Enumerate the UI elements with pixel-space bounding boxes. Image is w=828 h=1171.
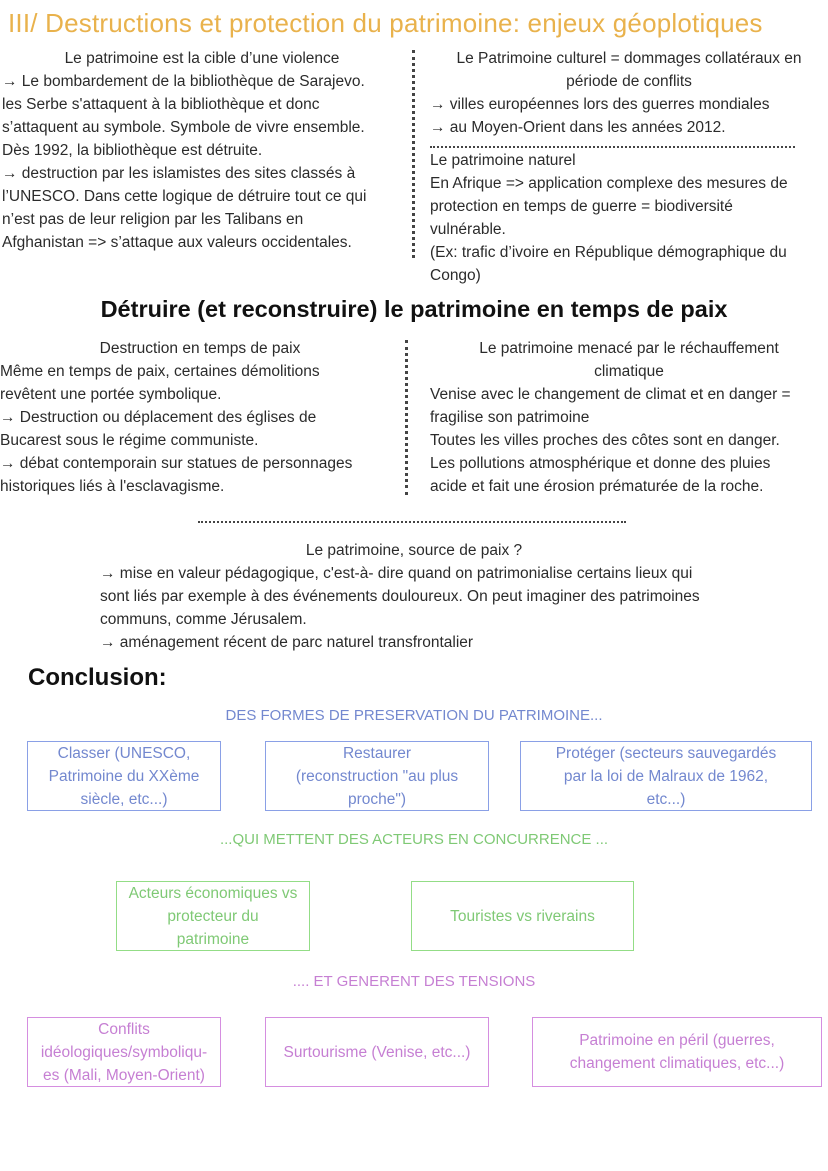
text-line: vulnérable. (430, 221, 506, 238)
text-line: Congo) (430, 267, 481, 284)
box-line: Protéger (secteurs sauvegardés (555, 744, 777, 762)
peace-destruction-column (0, 337, 400, 498)
text-line: (Ex: trafic d’ivoire en République démographique du (430, 244, 787, 261)
text-line: En Afrique => application complexe des mesures de (430, 175, 788, 192)
text-line: → au Moyen-Orient dans les années 2012. (430, 119, 726, 136)
box-line: Restaurer (342, 744, 412, 762)
peace-destruction-heading: Destruction en temps de paix (99, 340, 301, 357)
text-line: protection en temps de guerre = biodiversité (430, 198, 733, 215)
violence-heading: Le patrimoine est la cible d’une violence (64, 50, 340, 67)
box-line: Patrimoine en péril (guerres, (579, 1032, 775, 1049)
natural-heading: Le patrimoine naturel (430, 152, 576, 169)
box-line: es (Mali, Moyen-Orient) (43, 1066, 205, 1084)
section-heading: Détruire (et reconstruire) le patrimoine en temps de paix (100, 296, 728, 322)
text-line: communs, comme Jérusalem. (100, 611, 307, 628)
preservation-title: DES FORMES DE PRESERVATION DU PATRIMOINE... (225, 707, 603, 724)
text-line: l’UNESCO. Dans cette logique de détruire tout ce qui (2, 188, 367, 205)
text-line: → débat contemporain sur statues de personnages (0, 455, 353, 472)
peace-body (100, 562, 820, 654)
box-line: etc...) (646, 790, 686, 808)
cultural-heritage-column (430, 47, 828, 139)
box-line: Surtourisme (Venise, etc...) (283, 1043, 471, 1061)
cultural-heading-2: période de conflits (566, 73, 692, 90)
divider-line (430, 146, 795, 148)
text-line: Dès 1992, la bibliothèque est détruite. (2, 142, 263, 159)
text-line: → Destruction ou déplacement des églises de (0, 409, 317, 426)
text-line: Toutes les villes proches des côtes sont en danger. (430, 432, 780, 449)
box-line: Touristes vs riverains (450, 907, 595, 925)
box-surtourisme (265, 1017, 489, 1087)
text-line: fragilise son patrimoine (430, 409, 590, 426)
box-line: idéologiques/symboliqu- (40, 1043, 208, 1061)
page-title: III/ Destructions et protection du patrimoine: enjeux géoplotiques (8, 8, 763, 38)
text-line: Même en temps de paix, certaines démolitions (0, 363, 320, 380)
climate-column (430, 337, 828, 498)
text-line: → Le bombardement de la bibliothèque de Sarajevo. (2, 73, 365, 90)
text-line: historiques liés à l'esclavagisme. (0, 478, 225, 495)
box-line: Conflits (98, 1020, 150, 1038)
text-line: Venise avec le changement de climat et en danger = (430, 386, 791, 403)
box-line: Classer (UNESCO, (57, 744, 191, 762)
violence-column (2, 47, 402, 254)
box-line: protecteur du (167, 907, 259, 925)
box-conflits (27, 1017, 221, 1087)
text-line: Afghanistan => s’attaque aux valeurs occidentales. (2, 234, 352, 251)
box-peril (532, 1017, 822, 1087)
climate-heading: Le patrimoine menacé par le réchauffement (479, 340, 779, 357)
text-line: Les pollutions atmosphérique et donne des pluies (430, 455, 771, 472)
text-line: revêtent une portée symbolique. (0, 386, 222, 403)
text-line: → mise en valeur pédagogique, c'est-à- dire quand on patrimonialise certains lieux qui (100, 565, 693, 582)
divider-line (198, 521, 626, 523)
text-line: n’est pas de leur religion par les Talibans en (2, 211, 304, 228)
box-proteger (520, 741, 812, 811)
peace-heading: Le patrimoine, source de paix ? (305, 542, 523, 559)
box-classer (27, 741, 221, 811)
box-restaurer (265, 741, 489, 811)
text-line: sont liés par exemple à des événements douloureux. On peut imaginer des patrimoines (100, 588, 700, 605)
box-line: par la loi de Malraux de 1962, (563, 767, 769, 785)
column-divider (412, 50, 415, 258)
text-line: acide et fait une érosion prématurée de la roche. (430, 478, 764, 495)
tensions-title: .... ET GENERENT DES TENSIONS (292, 973, 536, 990)
text-line: s’attaquent au symbole. Symbole de vivre ensemble. (2, 119, 365, 136)
text-line: → destruction par les islamistes des sites classés à (2, 165, 356, 182)
cultural-heading: Le Patrimoine culturel = dommages collatéraux en (456, 50, 802, 67)
text-line: Bucarest sous le régime communiste. (0, 432, 259, 449)
conclusion-title: Conclusion: (28, 664, 167, 691)
text-line: les Serbe s'attaquent à la bibliothèque et donc (2, 96, 320, 113)
box-line: siècle, etc...) (80, 790, 168, 808)
box-line: patrimoine (176, 930, 250, 948)
box-line: changement climatiques, etc...) (569, 1055, 785, 1072)
box-line: Patrimoine du XXème (48, 767, 200, 785)
column-divider (405, 340, 408, 495)
box-acteurs (116, 881, 310, 951)
text-line: → aménagement récent de parc naturel transfrontalier (100, 634, 474, 651)
natural-heritage-column (430, 149, 828, 287)
box-line: Acteurs économiques vs (128, 884, 298, 902)
box-line: (reconstruction "au plus (295, 767, 459, 785)
box-touristes (411, 881, 634, 951)
box-line: proche") (347, 790, 407, 808)
climate-heading-2: climatique (594, 363, 664, 380)
text-line: → villes européennes lors des guerres mondiales (430, 96, 770, 113)
competition-title: ...QUI METTENT DES ACTEURS EN CONCURRENCE ... (219, 831, 609, 848)
